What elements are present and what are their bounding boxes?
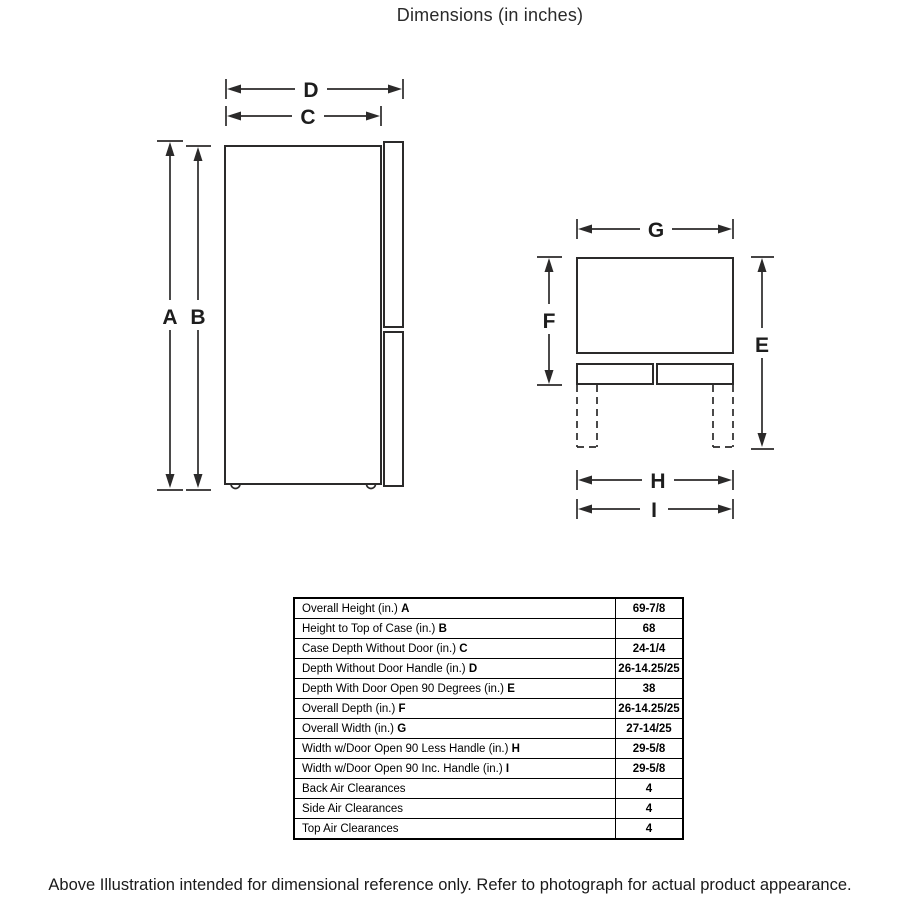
door-left-open: [577, 364, 653, 384]
dim-label-h: H: [650, 470, 666, 493]
row-letter: E: [507, 682, 515, 695]
dim-h: [577, 468, 733, 493]
row-letter: D: [468, 662, 478, 675]
row-value: 68: [616, 619, 684, 639]
dim-f: [535, 257, 563, 385]
fridge-body: [225, 146, 381, 484]
dim-label-b: B: [190, 306, 206, 329]
row-letter: B: [438, 622, 447, 635]
row-label: Side Air Clearances: [302, 802, 403, 815]
table-row: [294, 619, 683, 639]
row-label: Overall Depth (in.): [302, 702, 396, 715]
row-label: Back Air Clearances: [302, 782, 406, 795]
row-label: Width w/Door Open 90 Less Handle (in.): [302, 742, 509, 755]
table-row: [294, 659, 683, 679]
row-letter: H: [511, 742, 520, 755]
door-right-open: [657, 364, 733, 384]
table-row: [294, 759, 683, 779]
row-value: 29-5/8: [616, 739, 684, 759]
row-value: 38: [616, 679, 684, 699]
row-letter: G: [397, 722, 407, 735]
dim-c: [226, 104, 381, 129]
dim-label-a: A: [162, 306, 178, 329]
table-row: [294, 699, 683, 719]
dim-b: [185, 146, 213, 490]
row-label: Case Depth Without Door (in.): [302, 642, 457, 655]
row-label: Top Air Clearances: [302, 822, 399, 835]
dim-label-d: D: [303, 79, 319, 102]
dim-label-c: C: [300, 106, 316, 129]
fridge-door-lower: [384, 332, 403, 486]
table-row: [294, 739, 683, 759]
row-letter: A: [401, 602, 410, 615]
dim-label-g: G: [647, 219, 665, 242]
dim-g: [577, 217, 733, 242]
dim-e: [748, 257, 777, 449]
dim-label-f: F: [542, 310, 556, 333]
case-top-view: [577, 258, 733, 353]
row-value: 26-14.25/25: [616, 659, 684, 679]
row-label: Width w/Door Open 90 Inc. Handle (in.): [302, 762, 503, 775]
row-value: 4: [616, 779, 684, 799]
table-row: [294, 679, 683, 699]
dimensions-table: [293, 597, 684, 840]
table-row: [294, 598, 683, 619]
door-swing-dashed-left: [577, 385, 597, 447]
table-row: [294, 819, 683, 840]
row-label: Depth Without Door Handle (in.): [302, 662, 466, 675]
dim-d: [226, 77, 403, 102]
row-value: 4: [616, 799, 684, 819]
row-label: Depth With Door Open 90 Degrees (in.): [302, 682, 504, 695]
dim-i: [577, 497, 733, 522]
row-value: 27-14/25: [616, 719, 684, 739]
row-letter: I: [505, 762, 510, 775]
row-letter: F: [398, 702, 406, 715]
row-value: 26-14.25/25: [616, 699, 684, 719]
table-row: [294, 719, 683, 739]
dim-label-i: I: [651, 499, 657, 522]
row-letter: C: [459, 642, 468, 655]
row-value: 29-5/8: [616, 759, 684, 779]
row-value: 24-1/4: [616, 639, 684, 659]
fridge-door-upper: [384, 142, 403, 327]
row-label: Overall Width (in.): [302, 722, 395, 735]
row-value: 4: [616, 819, 684, 840]
door-swing-dashed-right: [713, 385, 733, 447]
page-title: Dimensions (in inches): [396, 5, 584, 25]
table-row: [294, 639, 683, 659]
row-label: Height to Top of Case (in.): [302, 622, 436, 635]
table-row: [294, 779, 683, 799]
table-row: [294, 799, 683, 819]
disclaimer-text: Above Illustration intended for dimensional reference only. Refer to photograph for actual product appearance.: [48, 876, 852, 894]
row-label: Overall Height (in.): [302, 602, 398, 615]
dim-a: [156, 141, 184, 490]
fridge-side-view: [225, 142, 403, 489]
fridge-top-view: [577, 258, 733, 384]
row-value: 69-7/8: [616, 598, 684, 619]
dim-label-e: E: [754, 334, 770, 357]
